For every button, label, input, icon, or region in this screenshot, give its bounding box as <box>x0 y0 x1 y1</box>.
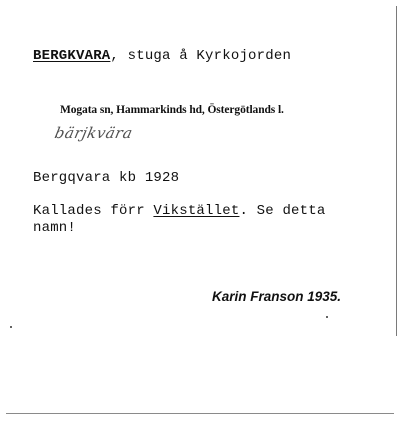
note-line-2: namn! <box>33 220 77 236</box>
card-edge-right <box>396 6 397 336</box>
handwritten-pronunciation: bärjkvära <box>53 124 135 142</box>
former-name: Vikstället <box>153 203 240 219</box>
collector-signature: Karin Franson 1935. <box>212 289 342 304</box>
place-heading <box>33 48 291 64</box>
place-name: BERGKVARA <box>33 48 111 64</box>
speck-mark <box>10 326 12 328</box>
card-edge-bottom <box>6 413 394 414</box>
note-line-1 <box>33 203 325 219</box>
note-suffix: . Se detta <box>239 203 326 219</box>
source-reference: Bergqvara kb 1928 <box>33 170 180 186</box>
parish-line: Mogata sn, Hammarkinds hd, Östergötlands l. <box>60 104 284 116</box>
speck-mark <box>326 316 328 318</box>
place-description: , stuga å Kyrkojorden <box>110 48 292 64</box>
note-prefix: Kallades förr <box>33 203 154 219</box>
